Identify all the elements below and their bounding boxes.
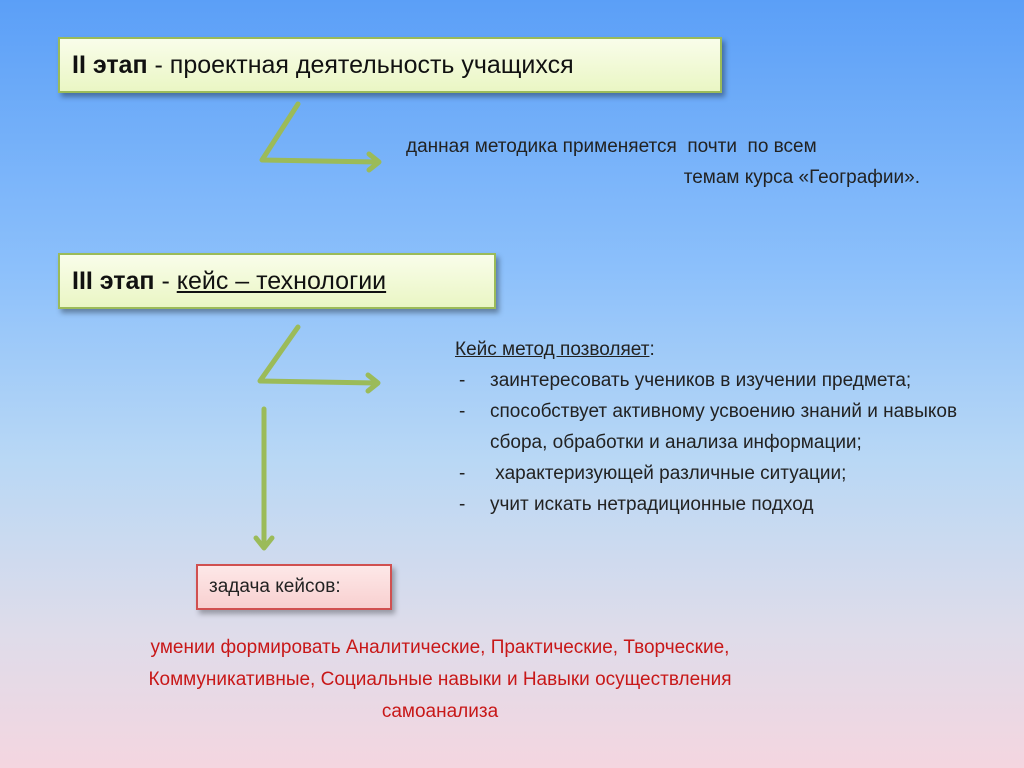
stage-2-label: II этап — [72, 50, 148, 79]
case-method-list — [455, 334, 975, 520]
stage-2-note — [400, 131, 920, 193]
case-task-label: задача кейсов: — [209, 576, 341, 597]
stage-2-title: проектная деятельность учащихся — [169, 50, 574, 79]
stage-2-box — [58, 37, 722, 93]
list-item: - способствует активному усвоению знаний и навыков сбора, обработки и анализа информации; — [455, 396, 975, 458]
stage-3-box — [58, 253, 496, 309]
case-method-heading — [455, 334, 975, 365]
case-method-heading-colon: : — [649, 339, 655, 360]
skills-line-2: Коммуникативные, Социальные навыки и Навыки осуществления — [148, 669, 732, 690]
skills-line-1: умении формировать Аналитические, Практические, Творческие, — [150, 637, 730, 658]
skills-line-3: самоанализа — [381, 701, 499, 722]
stage-2-note-line2: темам курса «Географии». — [683, 167, 920, 188]
list-item: - учит искать нетрадиционные подход — [455, 489, 975, 520]
stage-3-separator: - — [154, 266, 177, 295]
case-task-box — [196, 564, 392, 610]
arrow-stage3-to-list — [260, 327, 376, 383]
stage-3-label: III этап — [72, 266, 155, 295]
skills-text — [60, 632, 820, 728]
case-method-heading-text: Кейс метод позволяет — [455, 339, 650, 360]
arrow-stage2-to-note — [262, 104, 377, 162]
stage-3-title: кейс – технологии — [176, 266, 387, 295]
list-item: - характеризующей различные ситуации; — [455, 458, 975, 489]
stage-2-separator: - — [147, 50, 170, 79]
stage-2-note-line1: данная методика применяется почти по всем — [406, 136, 817, 157]
list-item: - заинтересовать учеников в изучении предмета; — [455, 365, 975, 396]
